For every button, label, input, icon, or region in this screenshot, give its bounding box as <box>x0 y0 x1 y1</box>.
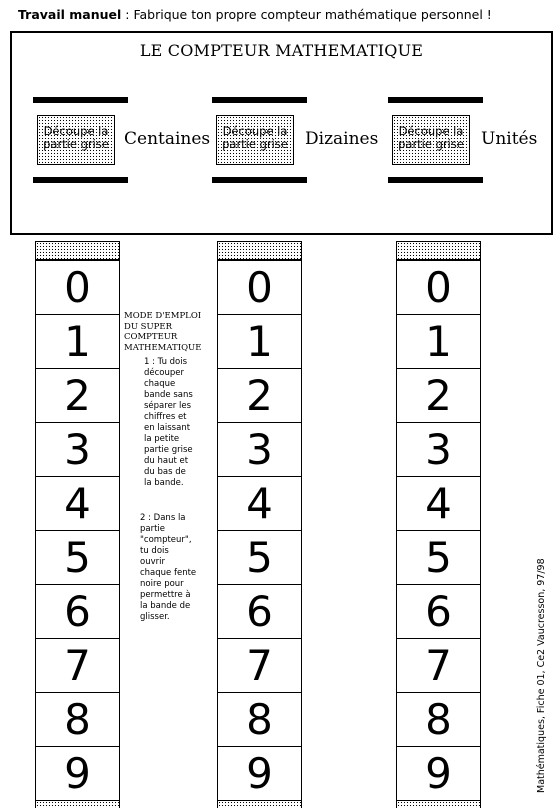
digit: 0 <box>246 262 273 312</box>
digit: 6 <box>425 586 452 636</box>
step-line: en laissant <box>144 423 191 433</box>
digit-cell <box>36 530 119 584</box>
digit: 0 <box>425 262 452 312</box>
instruction-step-2 <box>124 513 214 623</box>
digit-cell <box>218 584 301 638</box>
strip-grey-bottom <box>218 800 301 808</box>
step-line: la bande. <box>144 478 184 488</box>
step-line: chiffres et <box>144 412 187 422</box>
digit: 3 <box>64 424 91 474</box>
digit: 3 <box>246 424 273 474</box>
heading-line: MODE D'EMPLOI <box>124 311 202 321</box>
heading-line: DU SUPER <box>124 321 172 332</box>
slot-bar-top <box>212 97 307 103</box>
step-line: 1 : Tu dois <box>144 357 188 367</box>
step-line: glisser. <box>140 612 170 622</box>
digit: 3 <box>425 424 452 474</box>
step-line: 2 : Dans la <box>140 513 186 523</box>
digit: 2 <box>246 370 273 420</box>
instruction-step-1 <box>124 357 214 489</box>
slot-dizaines <box>212 97 379 183</box>
digit-cell <box>218 260 301 314</box>
digit-cell <box>397 422 480 476</box>
slot-unites <box>388 97 538 183</box>
digit-cell <box>36 422 119 476</box>
cut-text-line1: Découpe la <box>398 124 464 138</box>
digit-cell <box>397 692 480 746</box>
digit-cell <box>36 314 119 368</box>
cut-text-line2: partie grise <box>398 137 464 151</box>
header-label: Travail manuel <box>18 7 122 22</box>
digit: 1 <box>425 316 452 366</box>
digit-cell <box>218 314 301 368</box>
strip-grey-bottom <box>36 800 119 808</box>
digit: 2 <box>64 370 91 420</box>
cut-text-line1: Découpe la <box>222 124 288 138</box>
digit-cell <box>218 476 301 530</box>
step-line: permettre à <box>140 590 191 600</box>
step-line: partie grise <box>144 445 193 455</box>
slot-bar-top <box>33 97 128 103</box>
step-line: la bande de <box>140 601 191 611</box>
digit: 1 <box>246 316 273 366</box>
digit: 9 <box>425 748 452 798</box>
digit: 1 <box>64 316 91 366</box>
digit-cell <box>36 368 119 422</box>
digit-strip-dizaines <box>217 241 302 808</box>
strip-grey-top <box>397 242 480 260</box>
counter-title: LE COMPTEUR MATHEMATIQUE <box>139 41 424 60</box>
digit-cell <box>218 746 301 800</box>
cut-text-line2: partie grise <box>43 137 109 151</box>
cut-area <box>392 115 470 165</box>
digit-cell <box>218 638 301 692</box>
slot-bar-bottom <box>33 177 128 183</box>
digit: 8 <box>246 694 273 744</box>
cut-area <box>216 115 294 165</box>
digit-cell <box>397 260 480 314</box>
digit-cell <box>218 692 301 746</box>
step-line: ouvrir <box>140 557 165 567</box>
slot-centaines <box>33 97 211 183</box>
digit: 4 <box>64 478 91 528</box>
digit-cell <box>218 422 301 476</box>
digit: 7 <box>64 640 91 690</box>
step-line: partie <box>140 524 166 534</box>
digit: 5 <box>64 532 91 582</box>
step-line: séparer les <box>144 401 192 411</box>
instructions <box>124 311 214 623</box>
header-text: : Fabrique ton propre compteur mathématique personnel ! <box>121 7 492 22</box>
cut-text-line1: Découpe la <box>43 124 109 138</box>
digit: 8 <box>425 694 452 744</box>
step-line: "compteur", <box>140 535 192 545</box>
heading-line: MATHEMATIQUE <box>124 342 202 353</box>
digit-cell <box>36 692 119 746</box>
digit: 4 <box>246 478 273 528</box>
strip-grey-bottom <box>397 800 480 808</box>
digit-cell <box>397 746 480 800</box>
digit-cell <box>397 314 480 368</box>
digit-cell <box>36 746 119 800</box>
digit: 7 <box>425 640 452 690</box>
step-line: découper <box>144 368 185 378</box>
instructions-heading <box>124 311 214 353</box>
slot-bar-bottom <box>212 177 307 183</box>
digit: 9 <box>64 748 91 798</box>
counter-frame <box>10 31 553 235</box>
digit: 5 <box>246 532 273 582</box>
digit: 8 <box>64 694 91 744</box>
slot-label-centaines: Centaines <box>124 129 211 149</box>
digit: 9 <box>246 748 273 798</box>
digit-cell <box>36 584 119 638</box>
digit-strip-unites <box>396 241 481 808</box>
digit-cell <box>218 530 301 584</box>
digit: 4 <box>425 478 452 528</box>
digit-cell <box>218 368 301 422</box>
digit-cell <box>36 638 119 692</box>
digit: 6 <box>64 586 91 636</box>
slot-label-dizaines: Dizaines <box>305 129 379 149</box>
digit-cell <box>397 638 480 692</box>
step-line: du bas de <box>144 467 186 477</box>
footer-credit: Mathématiques, Fiche 01, Ce2 Vaucresson, 97/98 <box>536 558 547 793</box>
step-line: bande sans <box>144 390 193 400</box>
strip-grey-top <box>36 242 119 260</box>
step-line: du haut et <box>144 456 189 466</box>
step-line: tu dois <box>140 546 169 556</box>
slot-bar-top <box>388 97 483 103</box>
digit-cell <box>397 584 480 638</box>
digit: 6 <box>246 586 273 636</box>
worksheet-header <box>18 7 492 22</box>
digit-cell <box>36 476 119 530</box>
cut-text-line2: partie grise <box>222 137 288 151</box>
step-line: la petite <box>144 434 180 444</box>
strip-grey-top <box>218 242 301 260</box>
step-line: chaque fente <box>140 568 197 578</box>
digit-cell <box>397 476 480 530</box>
digit: 5 <box>425 532 452 582</box>
slot-label-unites: Unités <box>481 129 538 149</box>
slot-bar-bottom <box>388 177 483 183</box>
cut-area <box>37 115 115 165</box>
digit: 2 <box>425 370 452 420</box>
heading-line: COMPTEUR <box>124 332 178 342</box>
digit-cell <box>36 260 119 314</box>
digit-cell <box>397 530 480 584</box>
digit-strip-centaines <box>35 241 120 808</box>
digit: 7 <box>246 640 273 690</box>
digit-cell <box>397 368 480 422</box>
digit: 0 <box>64 262 91 312</box>
step-line: noire pour <box>140 579 184 589</box>
step-line: chaque <box>144 379 176 389</box>
